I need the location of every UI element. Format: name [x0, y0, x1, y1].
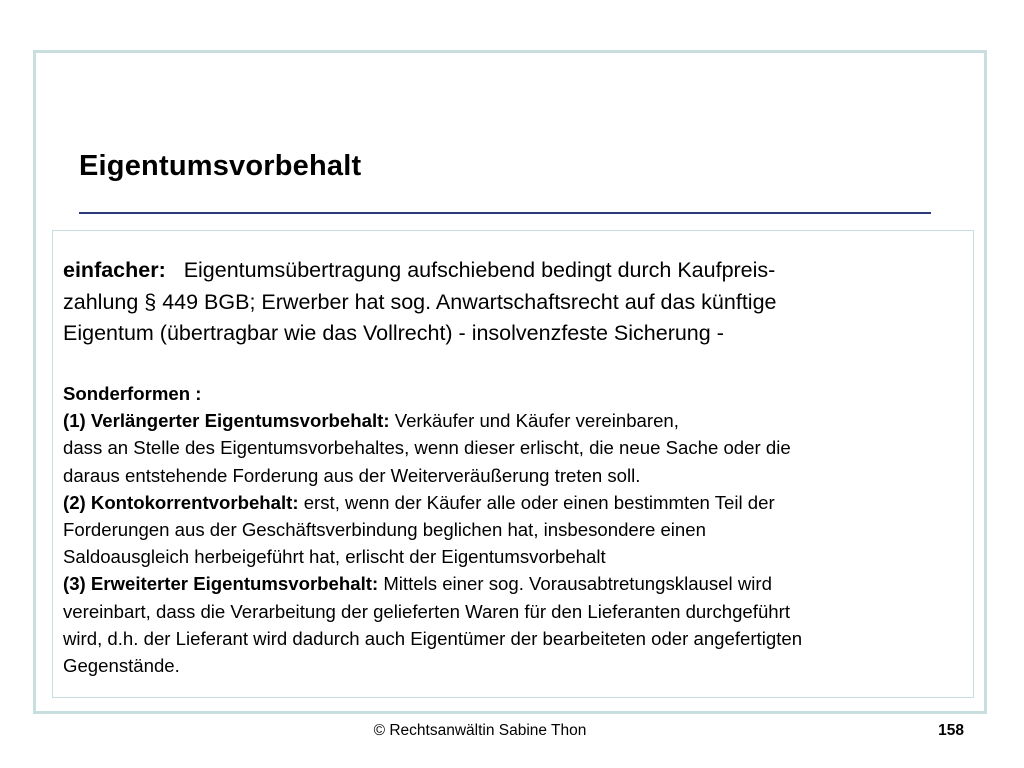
intro-line-3: Eigentum (übertragbar wie das Vollrecht) - insolvenzfeste Sicherung - — [63, 321, 724, 345]
item3-text-1: Mittels einer sog. Vorausabtretungsklausel wird — [383, 573, 772, 595]
item2-label: (2) Kontokorrentvorbehalt: — [63, 491, 299, 513]
footer-copyright: © Rechtsanwältin Sabine Thon — [373, 722, 587, 739]
item2-line-2: Forderungen aus der Geschäftsverbindung beglichen hat, insbesondere einen — [63, 519, 706, 541]
item1-line-2: dass an Stelle des Eigentumsvorbehaltes, wenn dieser erlischt, die neue Sache oder die — [63, 437, 791, 459]
item1-label: (1) Verlängerter Eigentumsvorbehalt: — [63, 410, 390, 432]
sonderformen-heading: Sonderformen : — [63, 383, 202, 404]
page-number: 158 — [938, 722, 964, 739]
item3-line-4: Gegenstände. — [63, 655, 180, 677]
intro-text-1: Eigentumsübertragung aufschiebend bedingt durch Kaufpreis- — [183, 258, 776, 282]
item1-text-1: Verkäufer und Käufer vereinbaren, — [394, 410, 679, 432]
item3-line-3: wird, d.h. der Lieferant wird dadurch auch Eigentümer der bearbeiteten oder angefertigten — [63, 627, 803, 649]
item2-line-1 — [63, 489, 973, 516]
slide-title: Eigentumsvorbehalt — [79, 150, 362, 182]
item2-text-1: erst, wenn der Käufer alle oder einen bestimmten Teil der — [303, 491, 775, 513]
item3-line-2: vereinbart, dass die Verarbeitung der gelieferten Waren für den Lieferanten durchgeführt — [63, 600, 790, 622]
item3-line-1 — [63, 570, 973, 597]
item3-label: (3) Erweiterter Eigentumsvorbehalt: — [63, 573, 379, 595]
title-underline — [79, 212, 931, 214]
intro-label: einfacher: — [63, 258, 166, 282]
intro-line-1 — [63, 255, 968, 287]
item2-line-3: Saldoausgleich herbeigeführt hat, erlischt der Eigentumsvorbehalt — [63, 546, 606, 568]
sonderformen-section — [63, 380, 973, 679]
item1-line-3: daraus entstehende Forderung aus der Weiterveräußerung treten soll. — [63, 464, 641, 486]
item1-line-1 — [63, 407, 973, 434]
intro-paragraph — [63, 255, 968, 350]
intro-line-2: zahlung § 449 BGB; Erwerber hat sog. Anwartschaftsrecht auf das künftige — [63, 289, 777, 314]
